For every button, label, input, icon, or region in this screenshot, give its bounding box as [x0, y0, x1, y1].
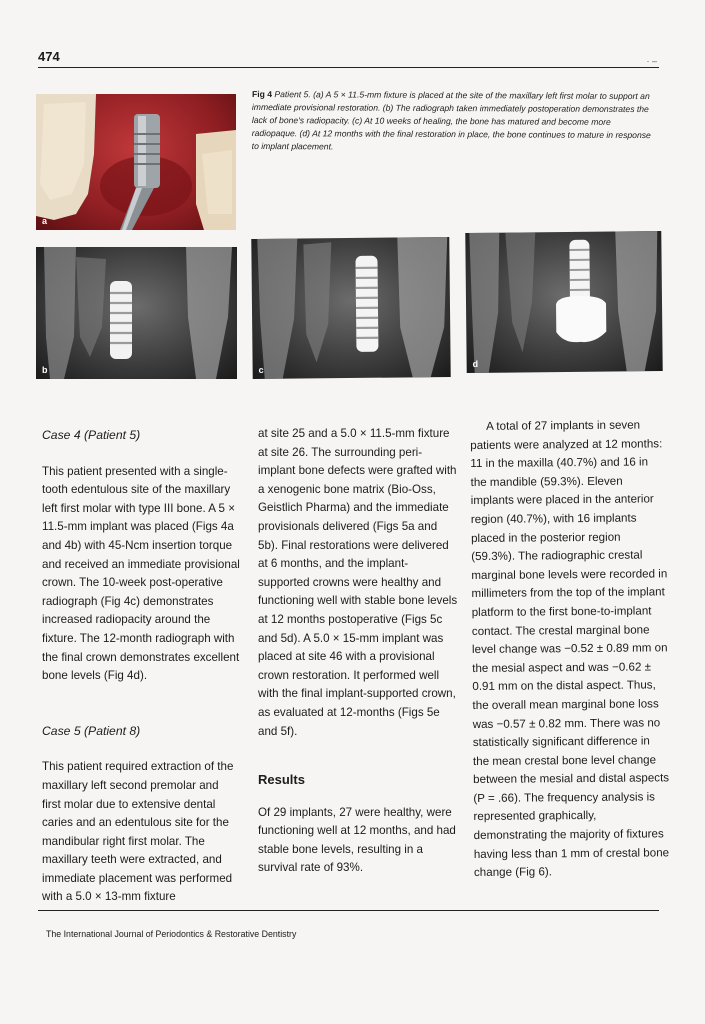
radiograph-illustration	[251, 237, 450, 379]
radiograph-illustration	[36, 247, 237, 379]
case-5-paragraph: This patient required extraction of the maxillary left second premolar and first molar due to extensive dental caries and an edentulous site for the mandibular right first molar. The maxillary teeth were extracted, and immediate placement was performed with a 5.0 × 13-mm fixture	[42, 760, 234, 904]
figure-caption	[252, 88, 657, 155]
case-4-heading: Case 4 (Patient 5)	[42, 428, 141, 442]
figure-panel-b-radiograph	[36, 247, 237, 379]
text-column-3	[470, 416, 670, 883]
clinical-photo-illustration	[36, 94, 236, 230]
figure-panel-a-clinical-photo	[36, 94, 236, 230]
page-number: 474	[38, 49, 60, 64]
results-analysis-paragraph: A total of 27 implants in seven patients were analyzed at 12 months: 11 in the maxilla (40.7%) and 16 in the mandible (59.3%). Eleven implants were placed in the anterior region (40.7%), with 16 implants placed in the posterior region (59.3%). The radiographic crestal marginal bone levels were recorded in millimeters from the top of the implant platform to the first bone-to-implant contact. The crestal marginal bone level change was −0.52 ± 0.89 mm on the mesial aspect and was −0.62 ± 0.91 mm on the distal aspect. Thus, the overall mean marginal bone loss was −0.57 ± 0.82 mm. There was no statistically significant difference in the mean crestal bone level change between the mesial and distal aspects (P = .66). The frequency analysis is represented graphically, demonstrating the majority of fixtures having less than 1 mm of crestal bone change (Fig 6).	[470, 418, 670, 880]
results-heading: Results	[258, 772, 305, 788]
panel-letter: d	[472, 358, 479, 369]
panel-letter: a	[42, 216, 48, 226]
footer-rule	[38, 910, 659, 911]
figure-panel-d-radiograph	[465, 231, 662, 373]
caption-lead: Fig 4	[251, 88, 273, 100]
panel-letter: b	[42, 365, 48, 375]
figure-panel-c-radiograph	[251, 237, 450, 379]
journal-footer: The International Journal of Periodontics & Restorative Dentistry	[46, 929, 297, 939]
panel-letter: c	[258, 364, 264, 375]
case-5-continued-paragraph: at site 25 and a 5.0 × 11.5-mm fixture at site 26. The surrounding peri-implant bone defects were grafted with a xenogenic bone matrix (Bio-Oss, Geistlich Pharma) and the immediate provisionals delivered (Figs 5a and 5b). Final restorations were delivered at 6 months, and the implant-supported crowns were healthy and functioning well with stable bone levels at 12 months postoperative (Figs 5c and 5d). A 5.0 × 15-mm implant was placed at site 46 with a provisional crown restoration. It performed well with the final implant-supported crown, as evaluated at 12-months (Figs 5e and 5f).	[258, 427, 458, 738]
header-rule	[38, 67, 659, 68]
radiograph-illustration	[465, 231, 662, 373]
text-column-1	[42, 426, 240, 907]
corner-mark: · –	[646, 56, 657, 66]
caption-body: Patient 5. (a) A 5 × 11.5-mm fixture is placed at the site of the maxillary left first molar to support an immediate provisional restoration. (b) The radiograph taken immediately postoperation demonstrates the lack of bone's radiopacity. (c) At 10 weeks of healing, the bone has matured and become more radiopaque. (d) At 12 months with the final restoration in place, the bone continues to mature in response to implant placement.	[251, 89, 651, 152]
case-4-paragraph: This patient presented with a single-tooth edentulous site of the maxillary left first molar with type III bone. A 5 × 11.5-mm implant was placed (Figs 4a and 4b) with 45-Ncm insertion torque and received an immediate provisional crown. The 10-week post-operative radiograph (Fig 4c) demonstrates increased radiopacity around the fixture. The 12-month radiograph with the final crown demonstrates excellent bone levels (Fig 4d).	[42, 464, 240, 683]
text-column-2	[258, 425, 458, 878]
case-5-heading: Case 5 (Patient 8)	[42, 723, 141, 738]
results-paragraph: Of 29 implants, 27 were healthy, were functioning well at 12 months, and had stable bone levels, resulting in a survival rate of 93%.	[258, 805, 456, 875]
